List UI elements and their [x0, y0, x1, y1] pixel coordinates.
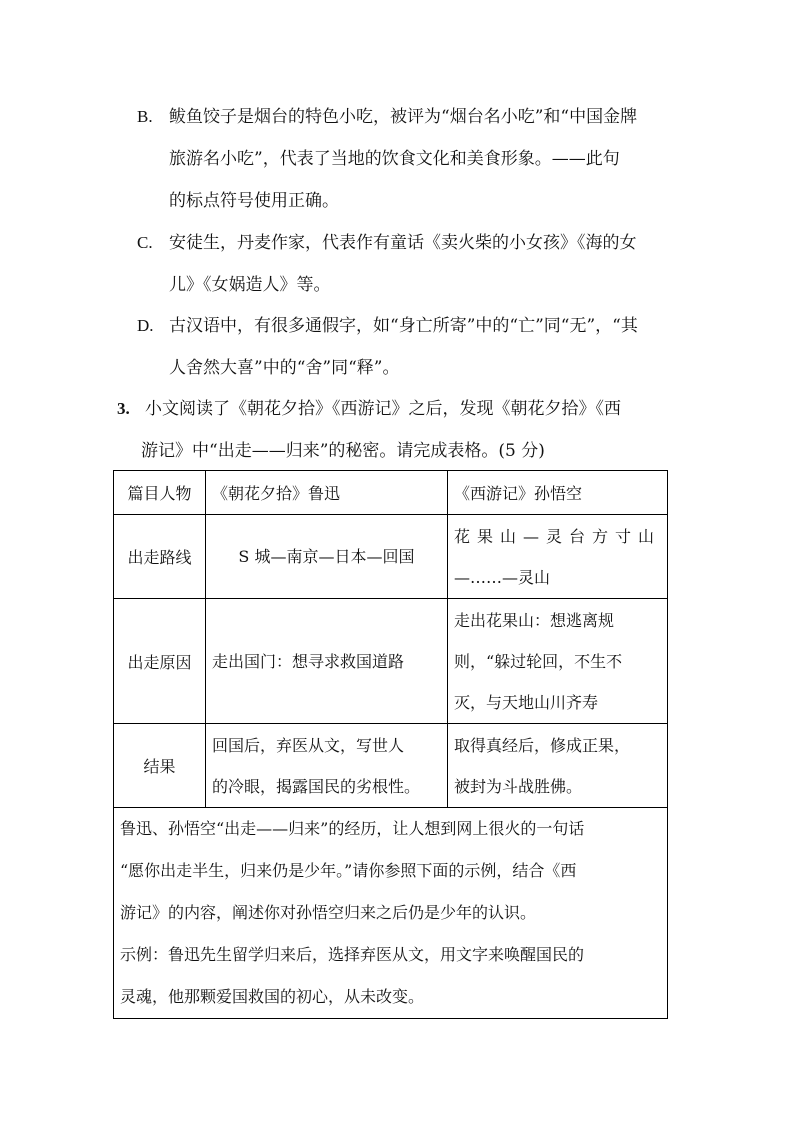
header-cell: 篇目人物	[114, 471, 206, 515]
option-b-line-1: B. 鲅鱼饺子是烟台的特色小吃，被评为“烟台名小吃”和“中国金牌	[137, 96, 677, 138]
option-c	[137, 222, 677, 306]
header-cell: 《朝花夕拾》鲁迅	[205, 471, 447, 515]
option-d-line-1: D. 古汉语中，有很多通假字，如“身亡所寄”中的“亡”同“无”，“其	[137, 305, 677, 347]
question-3-line-1: 3. 小文阅读了《朝花夕拾》《西游记》之后，发现《朝花夕拾》《西	[117, 388, 677, 430]
option-b	[137, 96, 677, 222]
option-c-line-2: 儿》《女娲造人》等。	[169, 275, 331, 295]
table-header-row	[114, 471, 668, 515]
question-number: 3.	[117, 399, 130, 418]
luxun-result-cell: 回国后，弃医从文，写世人 的冷眼，揭露国民的劣根性。	[205, 724, 447, 808]
wukong-result-cell: 取得真经后，修成正果， 被封为斗战胜佛。	[447, 724, 667, 808]
row-label: 结果	[114, 724, 206, 808]
footer-cell: 鲁迅、孙悟空“出走——归来”的经历，让人想到网上很火的一句话 “愿你出走半生，归来仍是少年。”请你参照下面的示例，结合《西 游记》的内容，阐述你对孙悟空归来之后仍是少年的认识。 示例：鲁迅先生留学归来后，选择弃医从文，用文字来唤醒国民的 灵魂，他那颗爱国救国的初心，从未改变。	[114, 808, 668, 1019]
table-footer-row	[114, 808, 668, 1019]
comparison-table	[113, 470, 668, 1019]
option-d-label: D.	[137, 316, 154, 335]
row-label: 出走原因	[114, 599, 206, 724]
table-row-reason	[114, 599, 668, 724]
question-3	[117, 388, 677, 472]
option-c-line-1: C. 安徒生，丹麦作家，代表作有童话《卖火柴的小女孩》《海的女	[137, 222, 677, 264]
row-label: 出走路线	[114, 515, 206, 599]
option-d-line-2: 人舍然大喜”中的“舍”同“释”。	[169, 358, 400, 378]
option-b-line-3: 的标点符号使用正确。	[169, 191, 339, 211]
option-c-label: C.	[137, 233, 153, 252]
wukong-route-cell: 花果山—灵台方寸山 —……—灵山	[447, 515, 667, 599]
table-row-result	[114, 724, 668, 808]
luxun-reason-cell: 走出国门：想寻求救国道路	[205, 599, 447, 724]
option-b-line-2: 旅游名小吃”，代表了当地的饮食文化和美食形象。——此句	[169, 149, 620, 169]
header-cell: 《西游记》孙悟空	[447, 471, 667, 515]
option-d	[137, 305, 677, 389]
option-b-label: B.	[137, 107, 153, 126]
table-row-route	[114, 515, 668, 599]
question-3-line-2: 游记》中“出走——归来”的秘密。请完成表格。(5 分)	[141, 441, 545, 461]
luxun-route-cell: S 城—南京—日本—回国	[205, 515, 447, 599]
wukong-reason-cell: 走出花果山：想逃离规 则，“躲过轮回，不生不 灭，与天地山川齐寿	[447, 599, 667, 724]
